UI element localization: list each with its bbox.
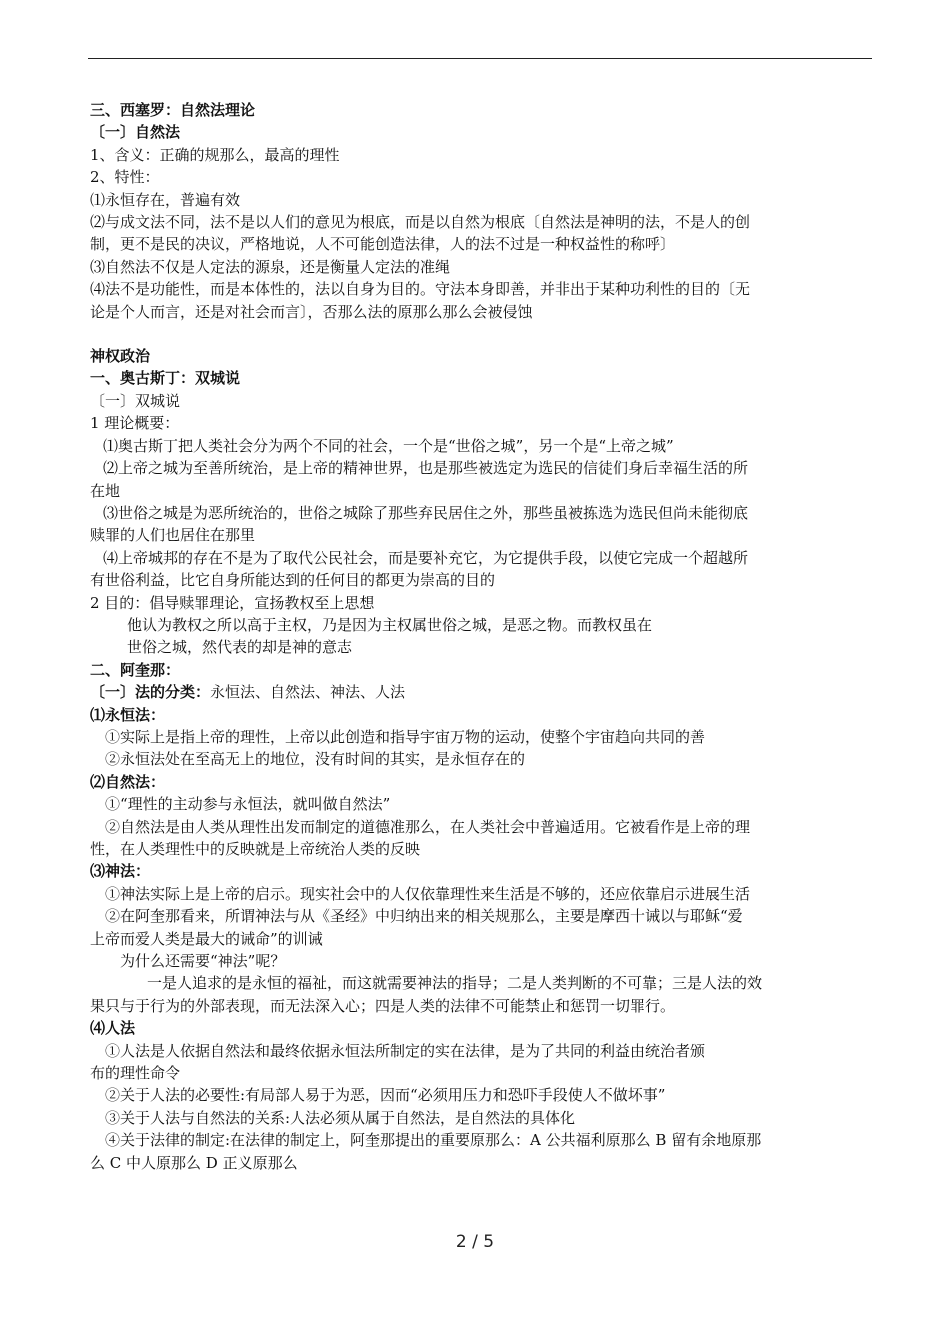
heading-natural-law: ⑵自然法：	[90, 772, 166, 791]
section-title-aquinas: 二、阿奎那：	[90, 660, 181, 679]
paragraph: 2 目的：倡导赎罪理论，宣扬教权至上思想	[90, 593, 375, 612]
paragraph: 他认为教权之所以高于主权，乃是因为主权属世俗之城，是恶之物。而教权虽在	[127, 615, 653, 634]
paragraph: 么 C 中人原那么 D 正义原那么	[90, 1153, 298, 1172]
paragraph: 上帝而爱人类是最大的诫命”的训诫	[90, 929, 323, 948]
heading-divine-law: ⑶神法：	[90, 862, 151, 881]
paragraph: 有世俗利益，比它自身所能达到的任何目的都更为崇高的目的	[90, 571, 496, 590]
paragraph: 制，更不是民的决议，严格地说，人不可能创造法律，人的法不过是一种权益性的称呼〕	[90, 235, 676, 254]
paragraph: 为什么还需要“神法”呢？	[120, 952, 286, 971]
subsection-natural-law: 〔一〕自然法	[90, 123, 181, 142]
paragraph: 果只与于行为的外部表现，而无法深入心；四是人类的法律不可能禁止和惩罚一切罪行。	[90, 996, 676, 1015]
paragraph: 1、含义：正确的规那么，最高的理性	[90, 145, 340, 164]
paragraph: 2、特性：	[90, 168, 160, 187]
paragraph: 世俗之城，然代表的却是神的意志	[127, 638, 353, 657]
paragraph: ⑵上帝之城为至善所统治，是上帝的精神世界，也是那些被选定为选民的信徒们身后幸福生活的所	[103, 459, 749, 478]
paragraph: ①“理性的主动参与永恒法，就叫做自然法”	[105, 795, 391, 814]
heading-theocracy: 神权政治	[90, 347, 151, 366]
section-title-cicero: 三、西塞罗：自然法理论	[90, 101, 256, 119]
paragraph: ③关于人法与自然法的关系:人法必须从属于自然法，是自然法的具体化	[105, 1108, 576, 1127]
paragraph: ④关于法律的制定:在法律的制定上，阿奎那提出的重要原那么：A 公共福利原那么 B 留有余地原那	[105, 1131, 762, 1150]
heading-eternal-law: ⑴永恒法：	[90, 705, 166, 724]
paragraph: ②自然法是由人类从理性出发而制定的道德准那么，在人类社会中普遍适用。它被看作是上帝的理	[105, 817, 751, 836]
subsection-text: 永恒法、自然法、神法、人法	[210, 683, 406, 702]
paragraph: ①神法实际上是上帝的启示。现实社会中的人仅依靠理性来生活是不够的，还应依靠启示进展生活	[105, 884, 751, 903]
section-title-augustine: 一、奥古斯丁：双城说	[90, 369, 241, 388]
paragraph: 论是个人而言，还是对社会而言〕，否那么法的原那么那么会被侵蚀	[90, 302, 533, 321]
heading-human-law: ⑷人法	[90, 1019, 136, 1038]
page-number: 2 / 5	[455, 1232, 495, 1252]
paragraph: ⑷上帝城邦的存在不是为了取代公民社会，而是要补充它，为它提供手段，以使它完成一个超越所	[103, 548, 749, 567]
paragraph: 性，在人类理性中的反映就是上帝统治人类的反映	[90, 840, 421, 858]
paragraph: ⑵与成文法不同，法不是以人们的意见为根底，而是以自然为根底〔自然法是神明的法，不是人的创	[90, 213, 751, 232]
paragraph: ⑴奥古斯丁把人类社会分为两个不同的社会，一个是“世俗之城”，另一个是“上帝之城”	[103, 436, 674, 455]
paragraph: ②在阿奎那看来，所谓神法与从《圣经》中归纳出来的相关规那么，主要是摩西十诫以与耶稣“爱	[105, 907, 743, 926]
document-body	[90, 99, 870, 1174]
paragraph: ⑷法不是功能性，而是本体性的，法以自身为目的。守法本身即善，并非出于某种功利性的目的〔无	[90, 280, 751, 299]
paragraph: ②永恒法处在至高无上的地位，没有时间的其实，是永恒存在的	[105, 750, 526, 769]
paragraph: ①人法是人依据自然法和最终依据永恒法所制定的实在法律，是为了共同的利益由统治者颁	[105, 1041, 706, 1060]
subsection-label: 〔一〕法的分类：	[90, 683, 211, 702]
paragraph: 1 理论概要：	[90, 414, 180, 433]
subsection-law-classification	[90, 681, 870, 703]
paragraph: ⑶世俗之城是为恶所统治的，世俗之城除了那些弃民居住之外，那些虽被拣选为选民但尚未能彻底	[103, 503, 749, 522]
paragraph: 在地	[90, 481, 121, 500]
paragraph: ①实际上是指上帝的理性，上帝以此创造和指导宇宙万物的运动，使整个宇宙趋向共同的善	[105, 727, 706, 746]
header-rule	[88, 58, 872, 59]
paragraph: ⑴永恒存在，普遍有效	[90, 190, 241, 209]
paragraph: 布的理性命令	[90, 1064, 181, 1083]
paragraph: 一是人追求的是永恒的福祉，而这就需要神法的指导；二是人类判断的不可靠；三是人法的效	[147, 974, 763, 993]
subsection-two-cities: 〔一〕双城说	[90, 391, 181, 410]
spacer	[90, 323, 870, 345]
paragraph: 赎罪的人们也居住在那里	[90, 526, 256, 545]
paragraph: ②关于人法的必要性:有局部人易于为恶，因而“必须用压力和恐吓手段使人不做坏事”	[105, 1086, 666, 1105]
paragraph: ⑶自然法不仅是人定法的源泉，还是衡量人定法的准绳	[90, 257, 451, 276]
